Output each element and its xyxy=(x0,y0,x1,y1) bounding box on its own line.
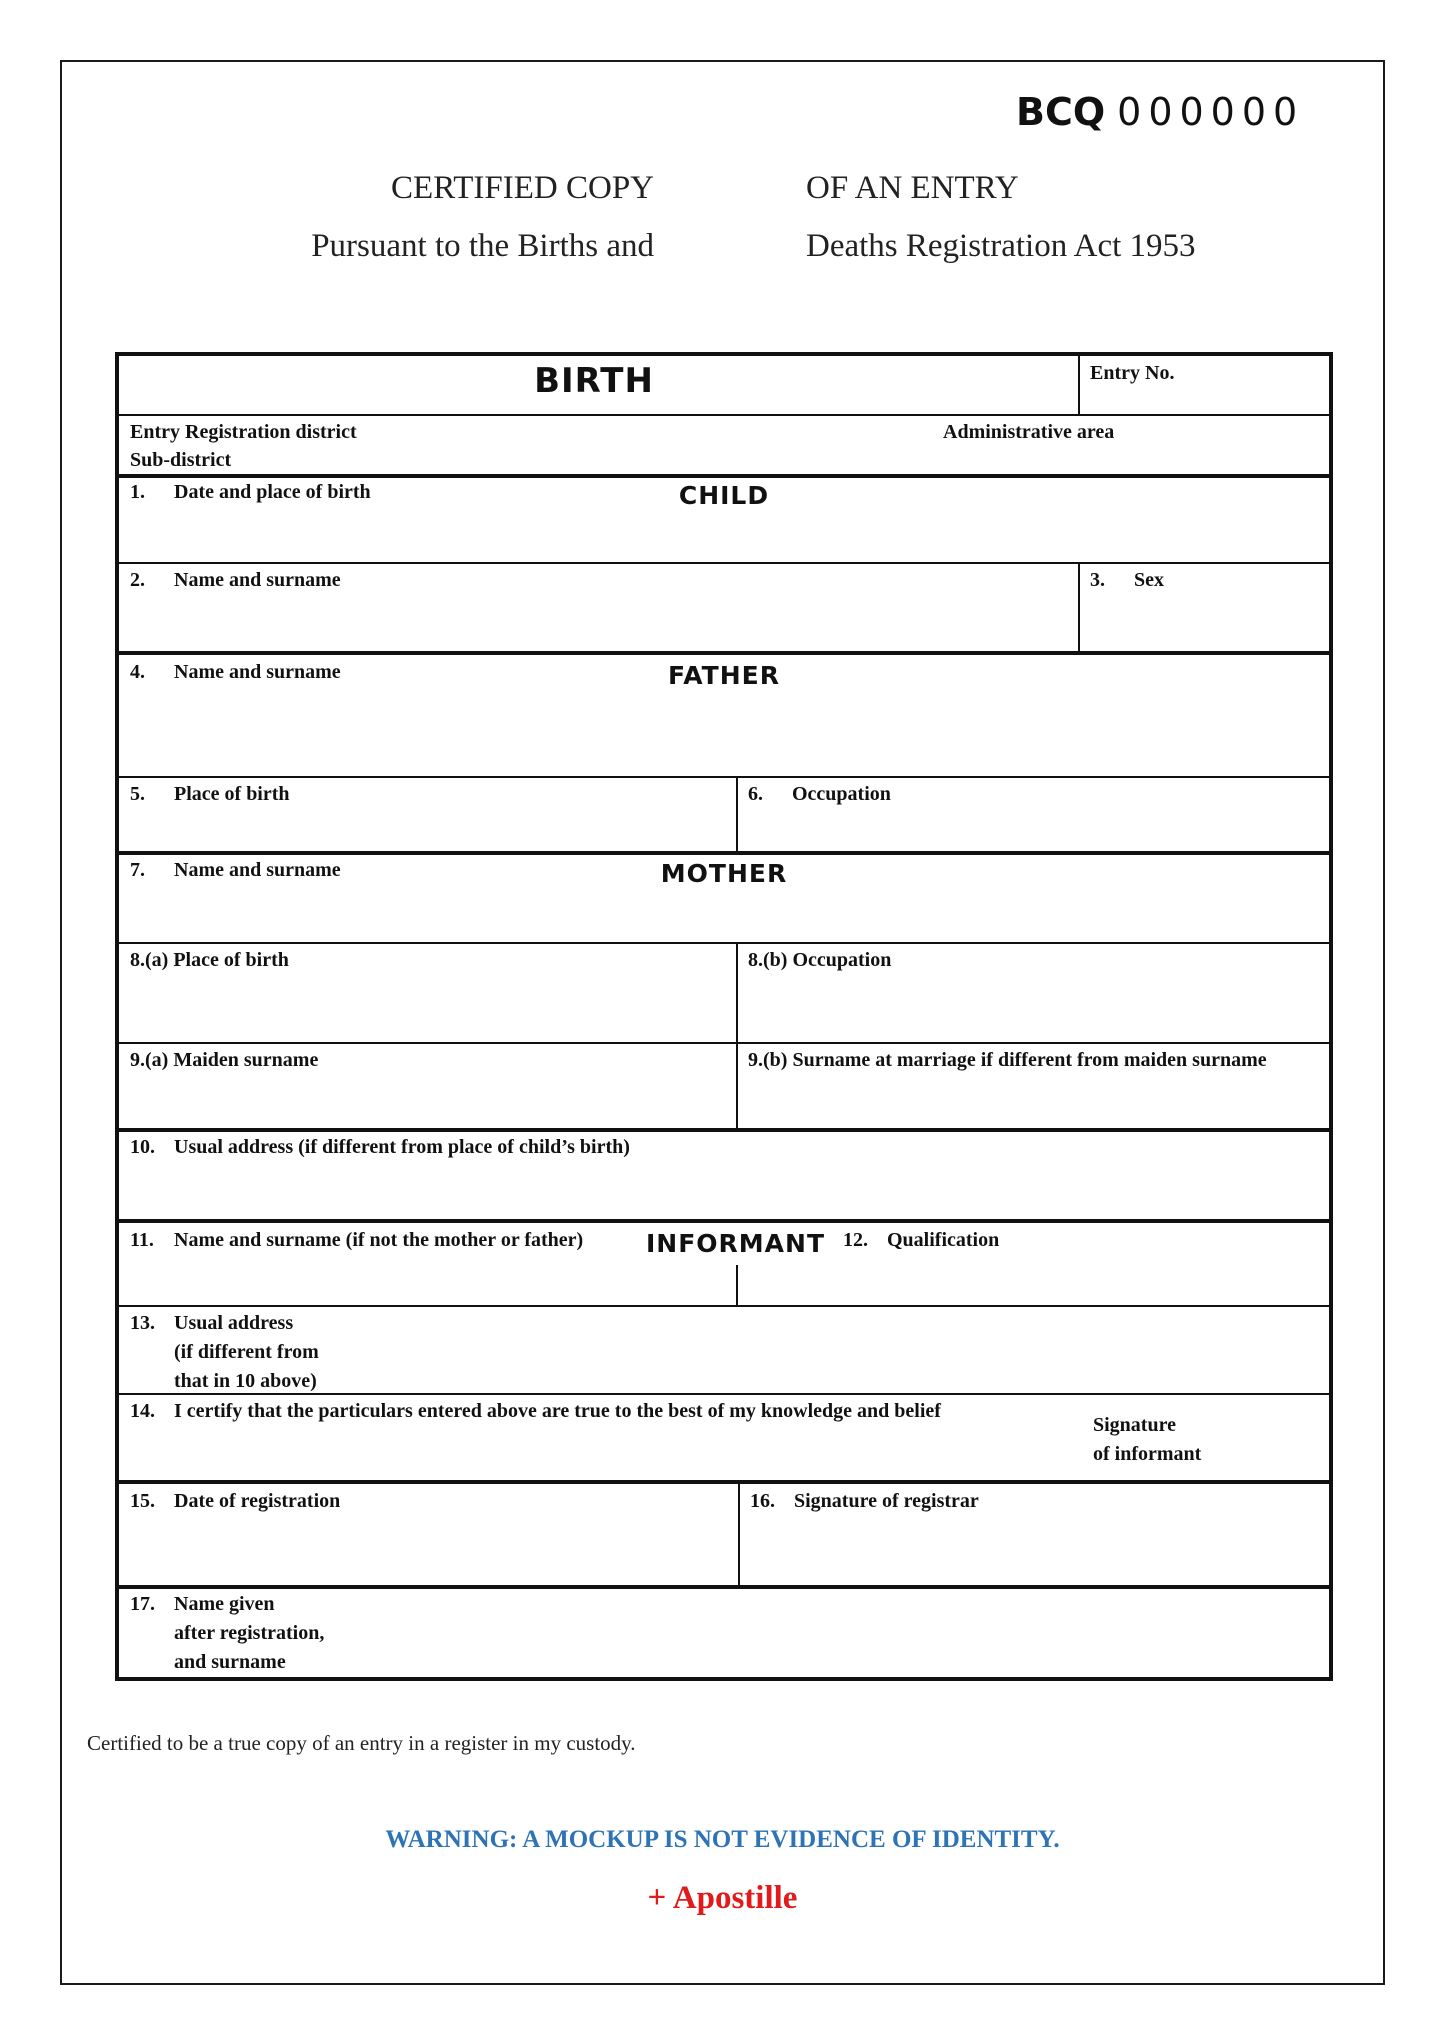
field-14-label: I certify that the particulars entered above are true to the best of my knowledge and belief xyxy=(174,1400,941,1422)
field-9b-surname-at-marriage: 9.(b) Surname at marriage if different from maiden surname xyxy=(748,1049,1267,1071)
entry-no-label: Entry No. xyxy=(1090,362,1175,384)
certified-true-copy-text: Certified to be a true copy of an entry in a register in my custody. xyxy=(87,1731,636,1755)
field-16-number: 16. xyxy=(750,1490,775,1512)
field-6-number: 6. xyxy=(748,783,763,805)
form-title-birth: BIRTH xyxy=(534,361,654,401)
field-16-label: Signature of registrar xyxy=(794,1490,979,1512)
field-5-father-place-birth xyxy=(130,780,290,809)
field-13-line2: (if different from xyxy=(174,1341,319,1363)
registration-district-label: Entry Registration district xyxy=(130,421,357,443)
field-13-line3: that in 10 above) xyxy=(174,1370,317,1392)
field-13-line1: Usual address xyxy=(174,1312,294,1334)
administrative-area-label: Administrative area xyxy=(943,421,1115,443)
section-mother: MOTHER xyxy=(660,859,788,888)
signature-informant-line1: Signature xyxy=(1093,1414,1176,1436)
field-6-label: Occupation xyxy=(792,783,891,805)
field-14-certification xyxy=(130,1397,941,1426)
field-8b-mother-occupation: 8.(b) Occupation xyxy=(748,949,892,971)
field-15-number: 15. xyxy=(130,1490,155,1512)
field-10-number: 10. xyxy=(130,1136,155,1158)
serial-prefix: BCQ xyxy=(1016,90,1106,134)
sub-district-label: Sub-district xyxy=(130,449,232,471)
field-15-date-registration xyxy=(130,1487,340,1516)
section-informant: INFORMANT xyxy=(646,1229,826,1258)
warning-text: WARNING: A MOCKUP IS NOT EVIDENCE OF IDENTITY. xyxy=(385,1826,1060,1853)
serial-digits: 000000 xyxy=(1117,90,1305,134)
field-14-number: 14. xyxy=(130,1400,155,1422)
field-6-father-occupation xyxy=(748,780,891,809)
field-5-number: 5. xyxy=(130,783,145,805)
field-17-line2: after registration, xyxy=(174,1622,325,1644)
field-17-line1: Name given xyxy=(174,1593,275,1615)
header-pursuant: Pursuant to the Births and xyxy=(311,228,654,264)
section-child: CHILD xyxy=(678,481,770,510)
header-act: Deaths Registration Act 1953 xyxy=(806,228,1196,264)
header-certified-copy: CERTIFIED COPY xyxy=(391,170,654,206)
field-17-number: 17. xyxy=(130,1593,155,1615)
field-7-number: 7. xyxy=(130,859,145,881)
section-father: FATHER xyxy=(668,661,780,690)
field-3-sex xyxy=(1090,566,1164,595)
field-10-label: Usual address (if different from place of child’s birth) xyxy=(174,1136,630,1158)
field-5-label: Place of birth xyxy=(174,783,290,805)
header-of-an-entry: OF AN ENTRY xyxy=(806,170,1019,206)
field-3-number: 3. xyxy=(1090,569,1105,591)
field-4-label: Name and surname xyxy=(174,661,341,683)
field-12-number: 12. xyxy=(843,1229,868,1251)
field-12-qualification xyxy=(843,1226,999,1255)
field-1-number: 1. xyxy=(130,481,145,503)
field-2-number: 2. xyxy=(130,569,145,591)
field-3-label: Sex xyxy=(1134,569,1164,591)
field-13-informant-address xyxy=(130,1309,319,1396)
field-12-label: Qualification xyxy=(887,1229,1000,1251)
field-2-child-name xyxy=(130,566,341,595)
field-17-line3: and surname xyxy=(174,1651,286,1673)
birth-certificate-form xyxy=(115,352,1333,1681)
apostille-text: + Apostille xyxy=(647,1880,798,1916)
field-11-label: Name and surname (if not the mother or father) xyxy=(174,1229,584,1251)
field-1-label: Date and place of birth xyxy=(174,481,371,503)
field-13-number: 13. xyxy=(130,1312,155,1334)
field-7-label: Name and surname xyxy=(174,859,341,881)
field-15-label: Date of registration xyxy=(174,1490,341,1512)
field-11-informant-name xyxy=(130,1226,583,1255)
field-16-signature-registrar xyxy=(750,1487,979,1516)
serial-number xyxy=(1016,90,1304,134)
field-9a-maiden-surname: 9.(a) Maiden surname xyxy=(130,1049,319,1071)
field-8a-mother-place-birth: 8.(a) Place of birth xyxy=(130,949,289,971)
field-10-usual-address xyxy=(130,1133,630,1162)
signature-informant-line2: of informant xyxy=(1093,1443,1202,1465)
field-2-label: Name and surname xyxy=(174,569,341,591)
field-17-name-given xyxy=(130,1590,324,1677)
field-4-number: 4. xyxy=(130,661,145,683)
signature-of-informant xyxy=(1093,1411,1201,1469)
field-11-number: 11. xyxy=(130,1229,154,1251)
